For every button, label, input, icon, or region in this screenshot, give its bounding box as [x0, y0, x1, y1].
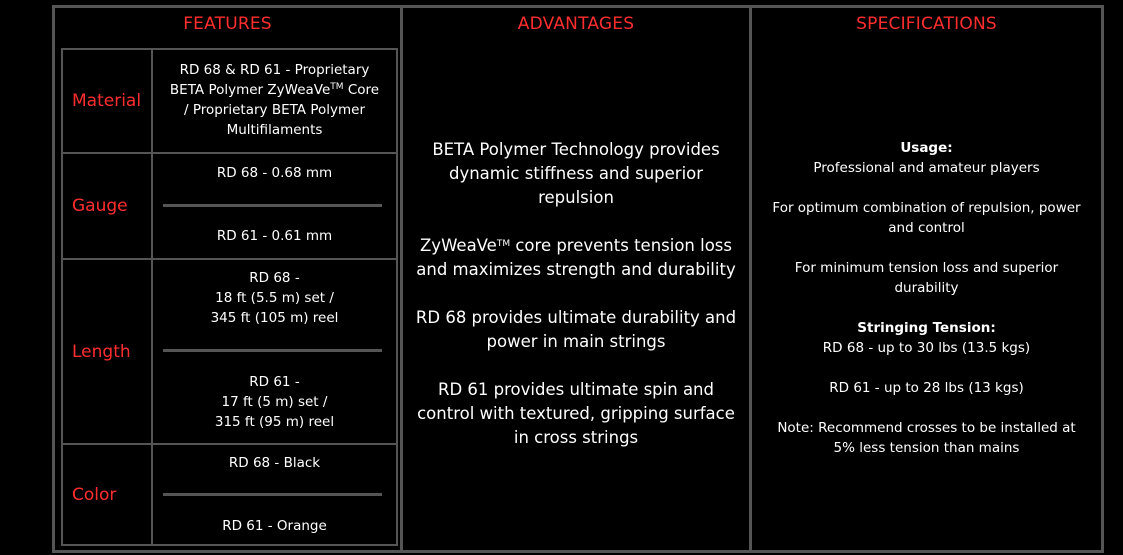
spec-stringing-tension: Stringing Tension: RD 68 - up to 30 lbs (13.5 kgs) — [822, 320, 1031, 356]
feature-row-color — [63, 443, 396, 544]
advantage-rd61: RD 61 provides ultimate spin and control with textured, gripping surface in cross strings — [417, 380, 735, 447]
feature-row-length — [63, 258, 396, 443]
specifications-text — [752, 138, 1101, 478]
product-info-table — [52, 5, 1104, 553]
spec-note: Note: Recommend crosses to be installed at 5% less tension than mains — [777, 420, 1076, 456]
length-divider — [163, 349, 382, 352]
advantages-column — [403, 8, 752, 550]
spec-tension-rd61: RD 61 - up to 28 lbs (13 kgs) — [829, 380, 1024, 396]
features-table — [61, 48, 398, 546]
advantage-rd68: RD 68 provides ultimate durability and power in main strings — [415, 308, 737, 351]
feature-row-gauge — [63, 152, 396, 258]
advantage-beta-polymer: BETA Polymer Technology provides dynamic stiffness and superior repulsion — [432, 140, 720, 207]
features-column — [55, 8, 403, 550]
specifications-column — [752, 8, 1101, 550]
feature-label-gauge: Gauge — [63, 154, 153, 258]
advantages-title: ADVANTAGES — [517, 14, 635, 34]
features-title: FEATURES — [183, 14, 272, 34]
specifications-title: SPECIFICATIONS — [856, 14, 997, 34]
advantages-text — [403, 138, 749, 474]
feature-label-material: Material — [63, 50, 153, 152]
gauge-divider — [163, 204, 382, 207]
feature-value-color: RD 68 - Black RD 61 - Orange — [153, 445, 396, 544]
feature-value-gauge: RD 68 - 0.68 mm RD 61 - 0.61 mm — [153, 154, 396, 258]
spec-usage: Usage: Professional and amateur players — [813, 140, 1040, 176]
spec-minimum-tension-loss: For minimum tension loss and superior durability — [794, 260, 1059, 296]
color-divider — [163, 493, 382, 496]
feature-value-length: RD 68 - 18 ft (5.5 m) set / 345 ft (105 m) reel RD 61 - 17 ft (5 m) set / 315 ft (95 m) reel — [153, 260, 396, 443]
feature-label-length: Length — [63, 260, 153, 443]
feature-value-material: RD 68 & RD 61 - Proprietary BETA Polymer ZyWeaVe™ Core / Proprietary BETA Polymer Multifilaments — [169, 62, 380, 138]
advantage-zyweave-core: ZyWeaVe™ core prevents tension loss and maximizes strength and durability — [416, 236, 736, 279]
feature-row-material — [63, 50, 396, 152]
spec-optimum: For optimum combination of repulsion, power and control — [772, 200, 1081, 236]
feature-label-color: Color — [63, 445, 153, 544]
